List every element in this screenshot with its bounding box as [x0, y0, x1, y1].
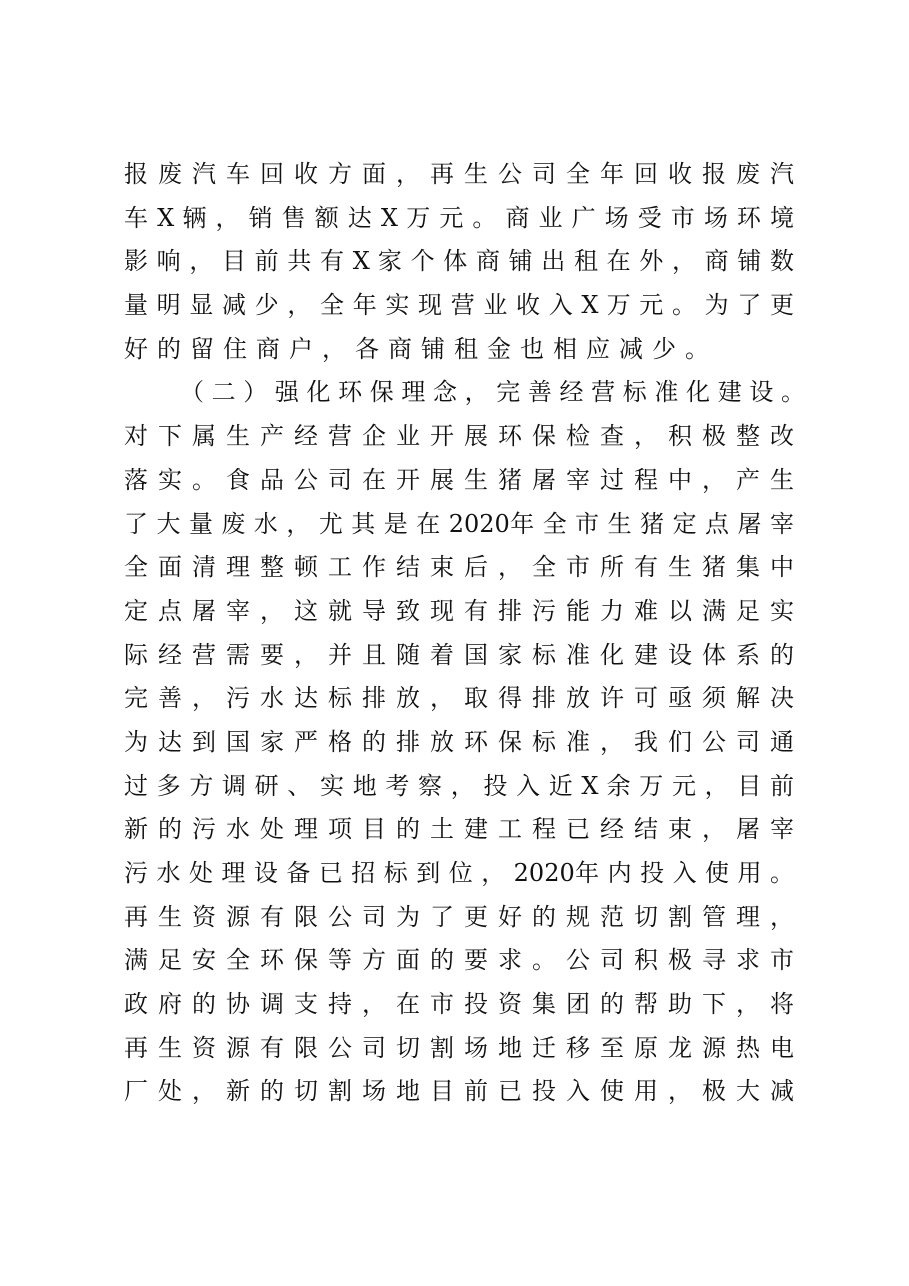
text-line: 满 足 安 全 环 保 等 方 面 的 要 求 。 公 司 积 极 寻 求 市 [124, 946, 794, 975]
text-line: 政 府 的 协 调 支 持 ， 在 市 投 资 集 团 的 帮 助 下 ， 将 [124, 990, 794, 1019]
text-line: 为 达 到 国 家 严 格 的 排 放 环 保 标 准 ， 我 们 公 司 通 [124, 727, 794, 756]
text-line: 新 的 污 水 处 理 项 目 的 土 建 工 程 已 经 结 束 ， 屠 宰 [124, 815, 794, 844]
text-line: 定 点 屠 宰 ， 这 就 导 致 现 有 排 污 能 力 难 以 满 足 实 [124, 596, 794, 625]
text-line: 车 X 辆 ， 销 售 额 达 X 万 元 。 商 业 广 场 受 市 场 环 境 [124, 203, 794, 232]
text-line: 际 经 营 需 要 ， 并 且 随 着 国 家 标 准 化 建 设 体 系 的 [124, 640, 794, 669]
text-line: 全 面 清 理 整 顿 工 作 结 束 后 ， 全 市 所 有 生 猪 集 中 [124, 553, 794, 582]
text-line: 完 善 ， 污 水 达 标 排 放 ， 取 得 排 放 许 可 亟 须 解 决 [124, 684, 794, 713]
text-line: 污 水 处 理 设 备 已 招 标 到 位 ， 2020年 内 投 入 使 用 。 [124, 859, 794, 887]
text-line: 了 大 量 废 水 ， 尤 其 是 在 2020年 全 市 生 猪 定 点 屠 宰 [124, 509, 794, 538]
text-line: 落 实 。 食 品 公 司 在 开 展 生 猪 屠 宰 过 程 中 ， 产 生 [124, 465, 794, 494]
text-line: 好的留住商户，各商铺租金也相应减少。 [124, 334, 718, 363]
text-line: 再 生 资 源 有 限 公 司 切 割 场 地 迁 移 至 原 龙 源 热 电 [124, 1033, 794, 1062]
text-line: 量 明 显 减 少 ， 全 年 实 现 营 业 收 入 X 万 元 。 为 了 更 [124, 291, 794, 320]
text-line: 再 生 资 源 有 限 公 司 为 了 更 好 的 规 范 切 割 管 理 ， [124, 902, 794, 931]
body-text [124, 153, 805, 1114]
text-line: 厂 处 ， 新 的 切 割 场 地 目 前 已 投 入 使 用 ， 极 大 减 [124, 1077, 794, 1106]
section-heading-line: （ 二 ） 强 化 环 保 理 念 ， 完 善 经 营 标 准 化 建 设 。 [180, 378, 805, 407]
text-line: 过 多 方 调 研 、 实 地 考 察 ， 投 入 近 X 余 万 元 ， 目 前 [124, 771, 794, 800]
text-line: 报 废 汽 车 回 收 方 面 ， 再 生 公 司 全 年 回 收 报 废 汽 [124, 160, 794, 188]
text-line: 影 响 ， 目 前 共 有 X 家 个 体 商 铺 出 租 在 外 ， 商 铺 数 [124, 247, 794, 276]
text-line: 对 下 属 生 产 经 营 企 业 开 展 环 保 检 查 ， 积 极 整 改 [124, 422, 794, 451]
